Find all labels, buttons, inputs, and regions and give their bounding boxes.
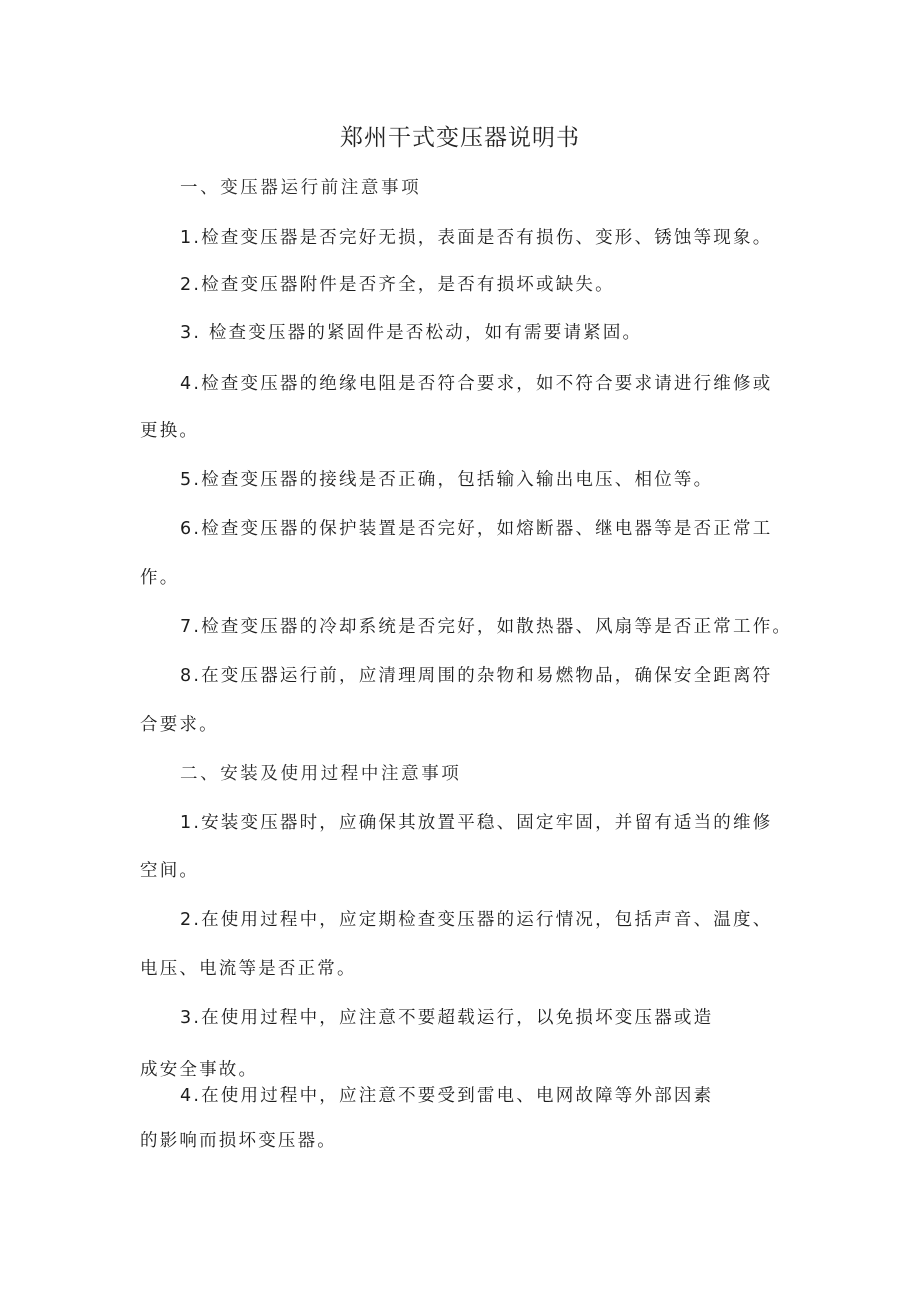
paragraph-line-continuation: 更换。 (140, 421, 200, 441)
document-title: 郑州干式变压器说明书 (340, 125, 580, 151)
paragraph-line-continuation: 成安全事故。 (140, 1060, 259, 1080)
paragraph-line: 1.安装变压器时，应确保其放置平稳、固定牢固，并留有适当的维修 (180, 813, 773, 833)
paragraph-line-continuation: 电压、电流等是否正常。 (140, 959, 357, 979)
section-heading-pre-operation: 一、变压器运行前注意事项 (180, 178, 422, 198)
paragraph-line: 4.在使用过程中，应注意不要受到雷电、电网故障等外部因素 (180, 1086, 714, 1106)
paragraph-line: 6.检查变压器的保护装置是否完好，如熔断器、继电器等是否正常工 (180, 519, 773, 539)
paragraph-line-continuation: 合要求。 (140, 715, 219, 735)
paragraph-line: 1.检查变压器是否完好无损，表面是否有损伤、变形、锈蚀等现象。 (180, 228, 773, 248)
paragraph-line: 3. 检查变压器的紧固件是否松动，如有需要请紧固。 (180, 323, 643, 343)
paragraph-line-continuation: 的影响而损坏变压器。 (140, 1131, 337, 1151)
paragraph-line: 8.在变压器运行前，应清理周围的杂物和易燃物品，确保安全距离符 (180, 666, 773, 686)
paragraph-line: 4.检查变压器的绝缘电阻是否符合要求，如不符合要求请进行维修或 (180, 374, 773, 394)
section-heading-installation-use: 二、安装及使用过程中注意事项 (180, 764, 462, 784)
paragraph-line-continuation: 空间。 (140, 861, 200, 881)
paragraph-line-continuation: 作。 (140, 568, 180, 588)
paragraph-line: 2.检查变压器附件是否齐全，是否有损坏或缺失。 (180, 275, 615, 295)
paragraph-line: 7.检查变压器的冷却系统是否完好，如散热器、风扇等是否正常工作。 (180, 617, 793, 637)
paragraph-line: 2.在使用过程中，应定期检查变压器的运行情况，包括声音、温度、 (180, 910, 773, 930)
paragraph-line: 5.检查变压器的接线是否正确，包括输入输出电压、相位等。 (180, 470, 714, 490)
paragraph-line: 3.在使用过程中，应注意不要超载运行，以免损坏变压器或造 (180, 1008, 714, 1028)
